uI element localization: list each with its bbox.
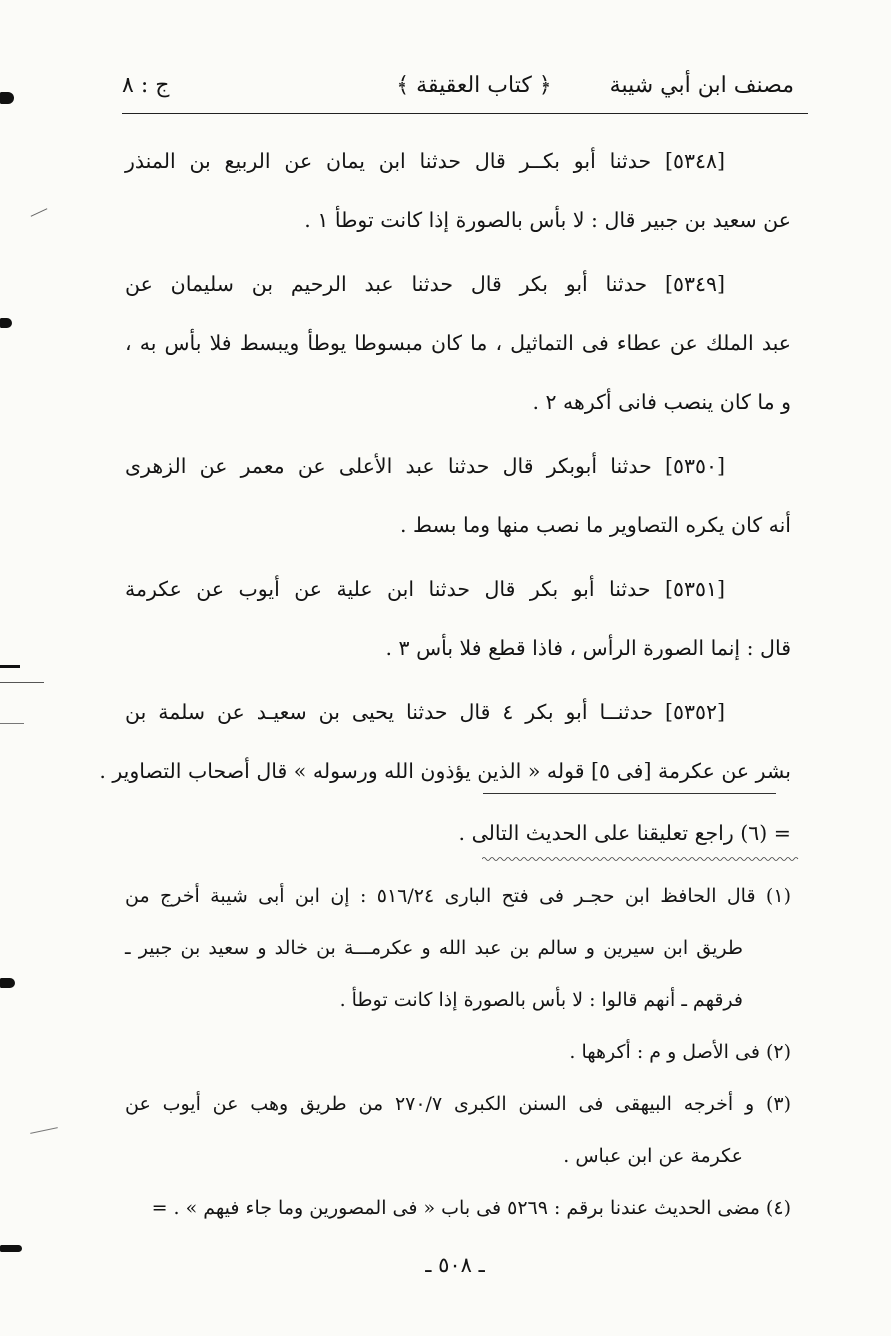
footnote-3 bbox=[125, 1078, 791, 1182]
scan-edge-mark bbox=[30, 1127, 58, 1134]
running-header bbox=[122, 62, 808, 114]
scan-edge-mark bbox=[31, 208, 48, 217]
footnote-line: (٣) و أخرجه البيهقى فى السنن الكبرى ٢٧٠/٧ من طريق وهب عن أيوب عن bbox=[125, 1093, 791, 1115]
footnote-line: (١) قال الحافظ ابن حجـر فى فتح البارى ٥١٦/٢٤ : إن ابن أبى شيبة أخرج من bbox=[125, 885, 791, 907]
footnote-1 bbox=[125, 870, 791, 1026]
text-line: عبد الملك عن عطاء فى التماثيل ، ما كان مبسوطا يوطأ ويبسط فلا بأس به ، bbox=[125, 331, 791, 355]
volume-number: ج : ٨ bbox=[122, 73, 170, 98]
text-line: [٥٣٥٢] حدثنــا أبو بكر ٤ قال حدثنا يحيى بن سعيـد عن سلمة بن bbox=[125, 700, 726, 724]
footnote-line: عكرمة عن ابن عباس . bbox=[563, 1145, 743, 1167]
text-line: [٥٣٥٠] حدثنا أبوبكر قال حدثنا عبد الأعلى عن معمر عن الزهرى bbox=[125, 454, 725, 478]
footnote-separator bbox=[483, 793, 776, 794]
text-line: [٥٣٥١] حدثنا أبو بكر قال حدثنا ابن علية عن أيوب عن عكرمة bbox=[125, 577, 725, 601]
scan-edge-mark bbox=[0, 318, 12, 328]
wavy-separator bbox=[482, 855, 800, 863]
page-number: ـ ٥٠٨ ـ bbox=[425, 1253, 485, 1277]
book-title: مصنف ابن أبي شيبة bbox=[609, 73, 794, 98]
header-rule bbox=[122, 113, 808, 114]
scan-edge-mark bbox=[0, 665, 20, 668]
scan-edge-mark bbox=[0, 723, 24, 724]
footnotes bbox=[125, 870, 791, 1234]
scan-edge-mark bbox=[0, 92, 14, 104]
scan-edge-mark bbox=[0, 978, 15, 988]
hadith-5350 bbox=[125, 437, 791, 555]
footnote-line: فرقهم ـ أنهم قالوا : لا بأس بالصورة إذا كانت توطأ . bbox=[339, 989, 743, 1011]
footnote-line: (٤) مضى الحديث عندنا برقم : ٥٢٦٩ فى باب « فى المصورين وما جاء فيهم » . = bbox=[151, 1197, 791, 1219]
footnote-line: طريق ابن سيرين و سالم بن عبد الله و عكرمـــة بن خالد و سعيد بن جبير ـ bbox=[125, 937, 743, 959]
footnote-line: (٢) فى الأصل و م : أكرهها . bbox=[569, 1041, 791, 1063]
scan-edge-mark bbox=[0, 1245, 22, 1252]
footnote-2 bbox=[125, 1026, 791, 1078]
chapter-title: ﴿ كتاب العقيقة ﴾ bbox=[396, 73, 552, 98]
hadith-5352 bbox=[99, 683, 791, 801]
text-line: قال : إنما الصورة الرأس ، فاذا قطع فلا بأس ٣ . bbox=[385, 636, 791, 660]
hadith-5349 bbox=[125, 255, 791, 432]
footnote-continuation: = (٦) راجع تعليقنا على الحديث التالى . bbox=[458, 821, 791, 845]
footnote-4 bbox=[125, 1182, 791, 1234]
text-line: [٥٣٤٨] حدثنا أبو بكــر قال حدثنا ابن يمان عن الربيع بن المنذر bbox=[125, 149, 725, 173]
text-line: أنه كان يكره التصاوير ما نصب منها وما بسط . bbox=[399, 513, 791, 537]
text-line: [٥٣٤٩] حدثنا أبو بكر قال حدثنا عبد الرحيم بن سليمان عن bbox=[125, 272, 725, 296]
hadith-text bbox=[99, 132, 791, 806]
hadith-5351 bbox=[125, 560, 791, 678]
text-line: بشر عن عكرمة [فى ٥] قوله « الذين يؤذون الله ورسوله » قال أصحاب التصاوير . bbox=[99, 759, 791, 783]
scan-edge-mark bbox=[0, 682, 44, 683]
text-line: عن سعيد بن جبير قال : لا بأس بالصورة إذا كانت توطأ ١ . bbox=[304, 208, 791, 232]
hadith-5348 bbox=[125, 132, 791, 250]
text-line: و ما كان ينصب فانى أكرهه ٢ . bbox=[532, 390, 791, 414]
